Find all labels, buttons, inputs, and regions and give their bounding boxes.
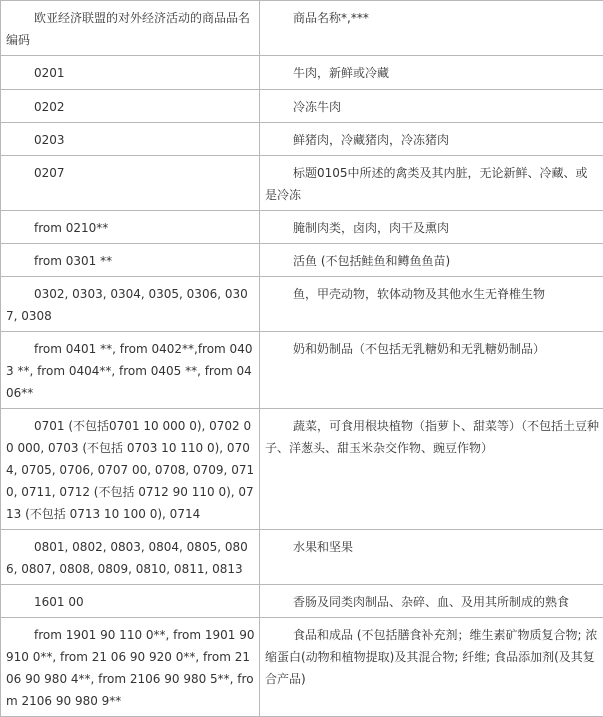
table-row [1, 56, 603, 90]
row-code: 0201 [1, 56, 260, 90]
table-row [1, 277, 603, 332]
table-row [1, 618, 603, 717]
table-row [1, 585, 603, 618]
row-name: 水果和坚果 [260, 530, 603, 585]
row-code: 0202 [1, 90, 260, 123]
row-name: 牛肉，新鲜或冷藏 [260, 56, 603, 90]
header-name: 商品名称*,*** [260, 1, 603, 56]
row-name: 腌制肉类，卤肉，肉干及熏肉 [260, 211, 603, 244]
row-code: 1601 00 [1, 585, 260, 618]
table-header-row [1, 1, 603, 56]
row-name: 标题0105中所述的禽类及其内脏，无论新鲜、冷藏、或是冷冻 [260, 156, 603, 211]
row-code: 0207 [1, 156, 260, 211]
row-code: 0801, 0802, 0803, 0804, 0805, 0806, 0807, 0808, 0809, 0810, 0811, 0813 [1, 530, 260, 585]
row-name: 奶和奶制品（不包括无乳糖奶和无乳糖奶制品） [260, 332, 603, 409]
row-name: 香肠及同类肉制品、杂碎、血、及用其所制成的熟食 [260, 585, 603, 618]
row-name: 活鱼 (不包括鲑鱼和鳟鱼鱼苗) [260, 244, 603, 277]
row-code: 0203 [1, 123, 260, 156]
table-row [1, 409, 603, 530]
row-name: 鱼，甲壳动物，软体动物及其他水生无脊椎生物 [260, 277, 603, 332]
table-row [1, 244, 603, 277]
row-code: from 0210** [1, 211, 260, 244]
row-name: 冷冻牛肉 [260, 90, 603, 123]
table-row [1, 211, 603, 244]
table-row [1, 156, 603, 211]
row-code: 0701 (不包括0701 10 000 0), 0702 00 000, 0703 (不包括 0703 10 110 0), 0704, 0705, 0706, 0707 00, 0708, 0709, 0710, 0711, 0712 (不包括 0712 90 110 0), 0713 (不包括 0713 10 100 0), 0714 [1, 409, 260, 530]
row-code: 0302, 0303, 0304, 0305, 0306, 0307, 0308 [1, 277, 260, 332]
row-code: from 1901 90 110 0**, from 1901 90 910 0**, from 21 06 90 920 0**, from 2106 90 980 4**, from 2106 90 980 5**, from 2106 90 980 9** [1, 618, 260, 717]
table-row [1, 123, 603, 156]
table-row [1, 332, 603, 409]
row-code: from 0301 ** [1, 244, 260, 277]
row-name: 蔬菜，可食用根块植物（指萝卜、甜菜等）（不包括土豆种子、洋葱头、甜玉米杂交作物、豌豆作物） [260, 409, 603, 530]
row-name: 食品和成品 (不包括膳食补充剂；维生素矿物质复合物; 浓缩蛋白(动物和植物提取)及其混合物; 纤维; 食品添加剂(及其复合产品) [260, 618, 603, 717]
header-code: 欧亚经济联盟的对外经济活动的商品品名编码 [1, 1, 260, 56]
row-name: 鲜猪肉，冷藏猪肉，冷冻猪肉 [260, 123, 603, 156]
row-code: from 0401 **, from 0402**,from 0403 **, from 0404**, from 0405 **, from 0406** [1, 332, 260, 409]
table-row [1, 90, 603, 123]
table-row [1, 530, 603, 585]
